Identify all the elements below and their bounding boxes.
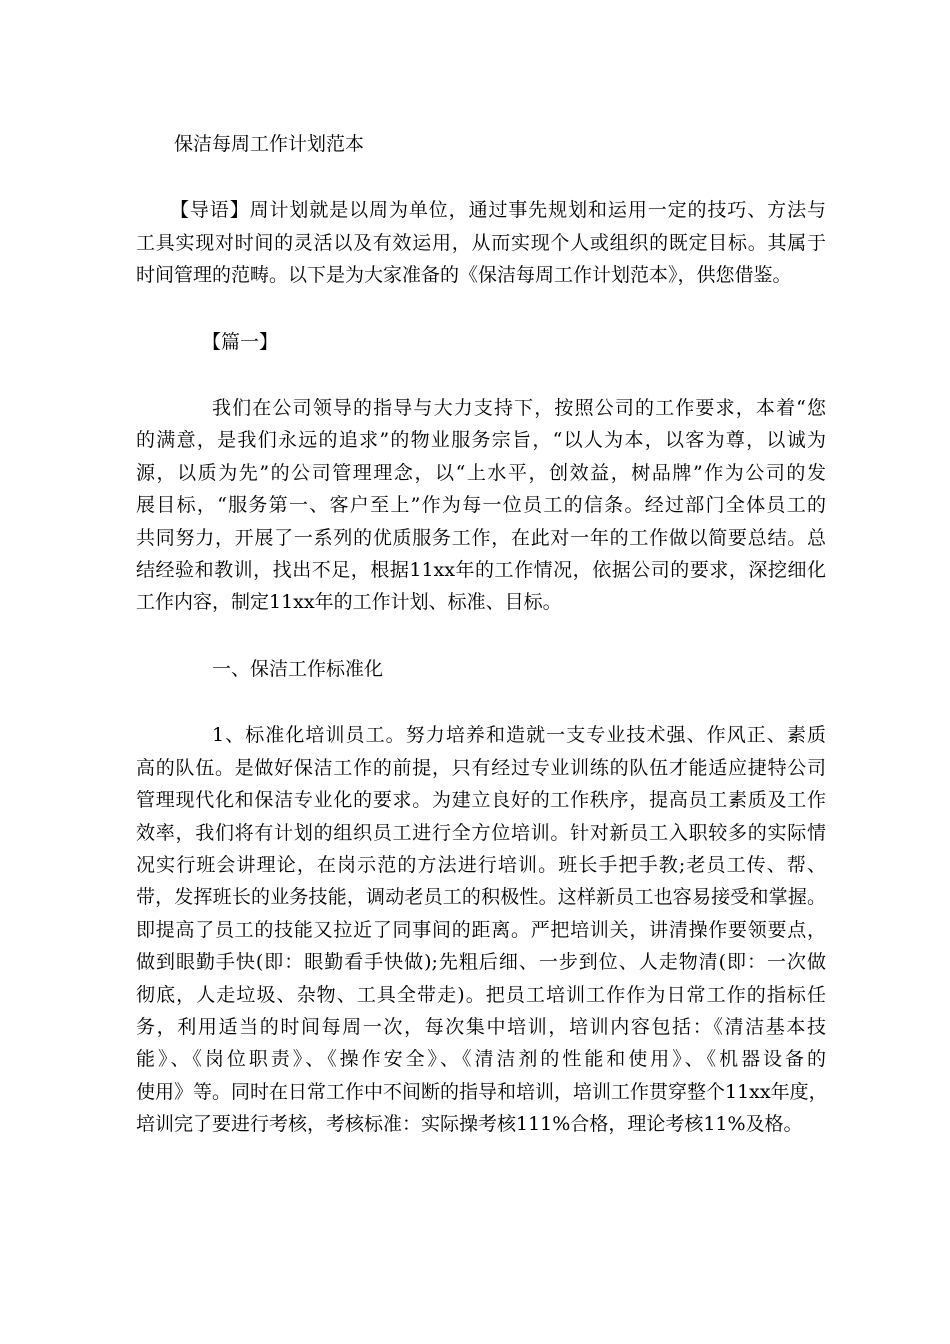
paragraph-line: 况实行班会讲理论，在岗示范的方法进行培训。班长手把手教;老员工传、帮、 — [136, 853, 826, 876]
paragraph-line: 管理现代化和保洁专业化的要求。为建立良好的工作秩序，提高员工素质及工作 — [136, 789, 826, 812]
intro-line: 时间管理的范畴。以下是为大家准备的《保洁每周工作计划范本》，供您借鉴。 — [136, 264, 792, 287]
paragraph-line: 展目标，“服务第一、客户至上”作为每一位员工的信条。经过部门全体员工的 — [136, 494, 826, 517]
paragraph-line: 做到眼勤手快(即：眼勤看手快做);先粗后细、一步到位、人走物清(即：一次做 — [136, 951, 826, 974]
paragraph-line: 带，发挥班长的业务技能，调动老员工的积极性。这样新员工也容易接受和掌握。 — [136, 886, 826, 909]
section-heading: 一、保洁工作标准化 — [212, 657, 384, 680]
paragraph-line: 共同努力，开展了一系列的优质服务工作，在此对一年的工作做以简要总结。总 — [136, 526, 826, 549]
intro-line: 工具实现对时间的灵活以及有效运用，从而实现个人或组织的既定目标。其属于 — [136, 231, 826, 254]
paragraph-line: 培训完了要进行考核，考核标准：实际操考核111%合格，理论考核11%及格。 — [136, 1113, 803, 1136]
paragraph-line: 高的队伍。是做好保洁工作的前提，只有经过专业训练的队伍才能适应捷特公司 — [136, 756, 826, 779]
paragraph-line: 使用》等。同时在日常工作中不间断的指导和培训，培训工作贯穿整个11xx年度， — [136, 1080, 828, 1103]
paragraph-line: 工作内容，制定11xx年的工作计划、标准、目标。 — [136, 591, 562, 614]
paragraph-line: 源，以质为先”的公司管理理念，以“上水平，创效益，树品牌”作为公司的发 — [136, 461, 826, 484]
paragraph-line: 即提高了员工的技能又拉近了同事间的距离。严把培训关，讲清操作要领要点， — [136, 918, 826, 941]
paragraph-line: 务，利用适当的时间每周一次，每次集中培训，培训内容包括：《清洁基本技 — [136, 1015, 826, 1038]
paragraph-line: 效率，我们将有计划的组织员工进行全方位培训。针对新员工入职较多的实际情 — [136, 821, 826, 844]
paragraph-line: 1、标准化培训员工。努力培养和造就一支专业技术强、作风正、素质 — [212, 724, 826, 747]
paragraph-line: 的满意，是我们永远的追求”的物业服务宗旨，“以人为本，以客为尊，以诚为 — [136, 429, 826, 452]
document-page — [136, 128, 826, 1175]
document-title: 保洁每周工作计划范本 — [174, 133, 365, 155]
paragraph-two — [136, 719, 826, 1140]
paragraph-line: 彻底，人走垃圾、杂物、工具全带走)。把员工培训工作作为日常工作的指标任 — [136, 983, 826, 1006]
paragraph-line: 能》、《岗位职责》、《操作安全》、《清洁剂的性能和使用》、《机器设备的 — [136, 1048, 826, 1071]
paragraph-line: 我们在公司领导的指导与大力支持下，按照公司的工作要求，本着“您 — [212, 397, 826, 420]
section-mark: 【篇一】 — [202, 330, 279, 353]
intro-paragraph — [136, 194, 826, 291]
paragraph-one — [136, 392, 826, 619]
paragraph-line: 结经验和教训，找出不足，根据11xx年的工作情况，依据公司的要求，深挖细化 — [136, 559, 826, 582]
intro-line: 【导语】周计划就是以周为单位，通过事先规划和运用一定的技巧、方法与 — [170, 199, 826, 222]
